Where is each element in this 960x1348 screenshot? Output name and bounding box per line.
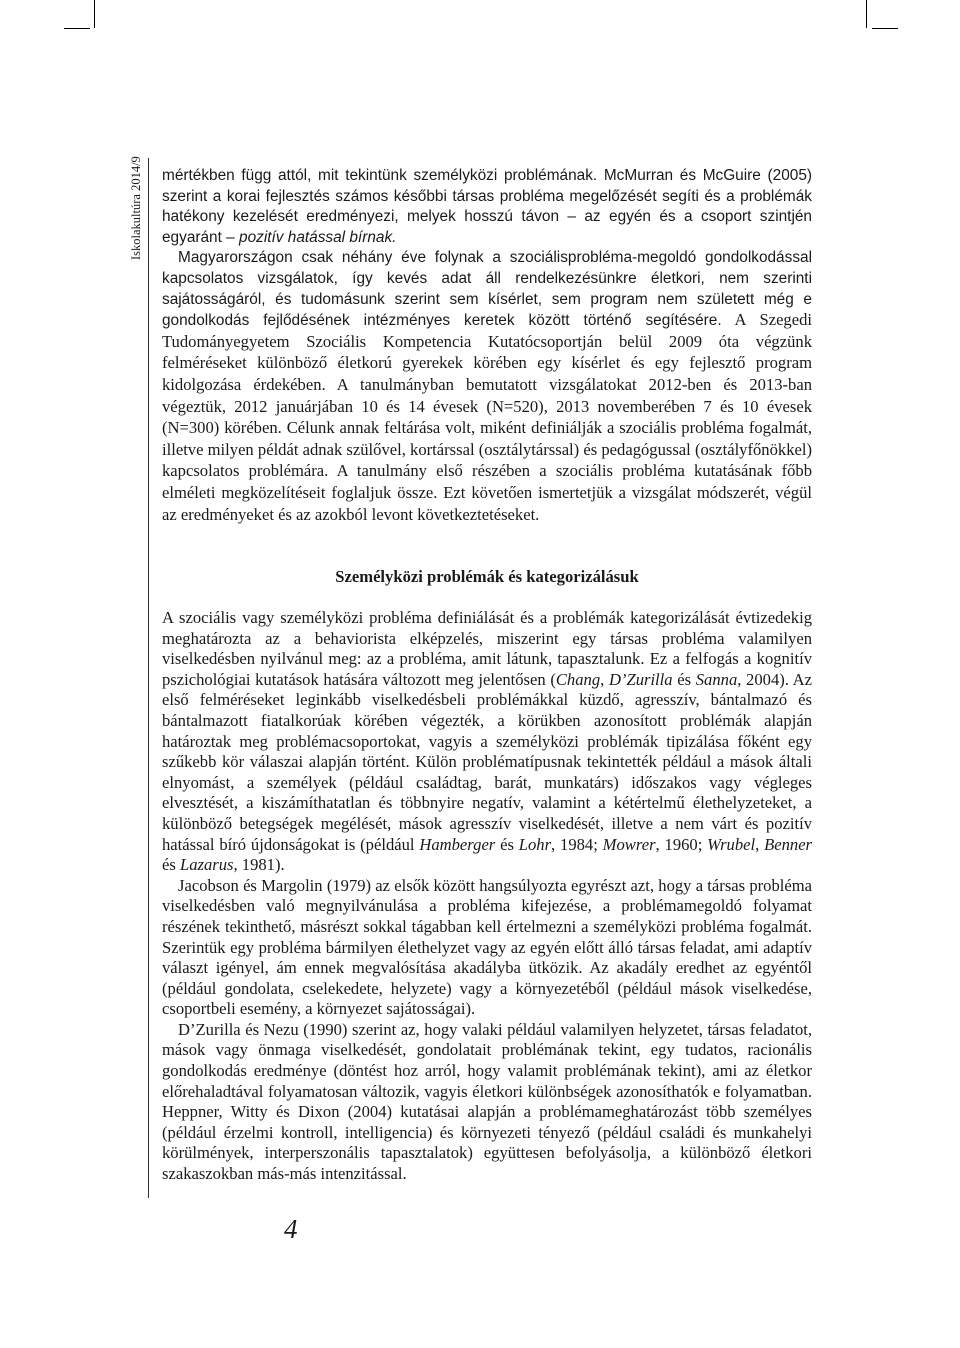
citation-author: Sanna [695, 669, 738, 689]
text-run: és [672, 669, 696, 689]
section-paragraph-1 [162, 608, 812, 876]
intro-block [162, 166, 812, 526]
page-number: 4 [284, 1214, 298, 1244]
intro-paragraph-1-text: mértékben függ attól, mit tekintünk személyközi problémának. McMurran és McGuire (2005) szerint a korai fejlesztés számos későbbi társas probléma megelőzését segíti és a problémák hatékony kezelését eredményezi, melyek hosszú távon – az egyén és a csoport szintjén egyaránt – [162, 167, 812, 246]
crop-mark-top-right-h [872, 28, 898, 29]
text-run: , 1981). [233, 855, 285, 875]
citation-author: Chang [555, 669, 601, 689]
crop-mark-top-left [94, 0, 95, 28]
intro-paragraph-2-sans: Magyarországon csak néhány éve folynak a szociálisprobléma-megoldó gondolkodással kapcsolatos vizsgálatok, így kevés adat áll rendelkezésünkre életkori, nem szerinti sajátosságáról, és tudomásunk szerint sem kísérlet, sem program nem született még e gondolkodás fejlődésének intézményes keretek között történő segítésére. [162, 249, 812, 330]
text-run: , [600, 669, 609, 689]
section-paragraph-2: Jacobson és Margolin (1979) az elsők között hangsúlyozta egyrészt azt, hogy a társas probléma viselkedésben való megnyilvánulása a probléma kifejezése, a problémamegoldó folyamat részének tekinthető, másrészt sokkal tágabban kell értelmezni a személyközi probléma fogalmát. Szerintük egy probléma bármilyen élethelyzet vagy az egyén előtt álló társas feladat, ami adaptív választ igényel, ám ennek megvalósítása akadályba ütközik. Az akadály eredhet az egyéntől (például gondolata, cselekedete, helyzete) vagy a környezetéből (például mások viselkedése, csoportbeli esemény, a környezet sajátosságai). [162, 875, 812, 1019]
intro-paragraph-1-italic: pozitív hatással bírnak. [239, 228, 397, 246]
citation-author: Hamberger [419, 834, 496, 854]
crop-mark-top-right [866, 0, 867, 28]
crop-mark-top-left-h [64, 28, 90, 29]
section-body [162, 608, 812, 1185]
text-run: és [495, 834, 519, 854]
citation-author: Lazarus [179, 855, 234, 875]
text-run: , 1984; [551, 834, 603, 854]
citation-author: Wrubel [707, 834, 756, 854]
citation-author: Benner [764, 834, 813, 854]
running-head: Iskolakultúra 2014/9 [129, 156, 143, 260]
citation-author: Mowrer [602, 834, 656, 854]
intro-paragraph-2-serif: A Szegedi Tudományegyetem Szociális Kompetencia Kutatócsoportján belül 2009 óta végzünk felméréseket különböző életkorú gyerekek körében egy kísérlet és egy fejlesztő program kidolgozása érdekében. A tanulmányban bemutatott vizsgálatokat 2012-ben és 2013-ban végeztük, 2012 januárjában 10 és 14 évesek (N=520), 2013 novemberében 7 és 10 évesek (N=300) körében. Célunk annak feltárása volt, miként definiálják a szociális probléma fogalmát, illetve milyen példát adnak szülővel, kortárssal (osztálytárssal) és pedagógussal (osztályfőnökkel) kapcsolatos problémára. A tanulmány első részében a szociális probléma kutatásának főbb elméleti megközelítéseit foglaljuk össze. Ezt követően ismertetjük a vizsgálat módszerét, végül az eredményeket és az azokból levont következtetéseket. [162, 310, 812, 524]
citation-author: D’Zurilla [608, 669, 673, 689]
citation-author: Lohr [518, 834, 552, 854]
text-run: , 1960; [655, 834, 708, 854]
text-run: A szociális vagy személyközi probléma definiálását és a problémák kategorizálását évtizedekig meghatározta az a behaviorista elképzelés, miszerint egy társas probléma valamilyen viselkedésben nyilvánul meg: az a probléma, amit látunk, tapasztalunk. Ez a felfogás a kognitív pszichológiai kutatások hatására változott meg jelentősen ( [162, 608, 812, 689]
intro-paragraph-1 [162, 166, 812, 248]
text-run: és [162, 855, 180, 875]
text-run: , [755, 834, 765, 854]
section-heading: Személyközi problémák és kategorizálásuk [335, 567, 639, 586]
margin-rule [148, 158, 149, 1198]
text-run: , 2004). Az első felméréseket leginkább viselkedésbeli problémákkal küzdő, agresszív, bántalmazó és bántalmazott fiatalkorúak körében végezték, a körükben azonosított problémák alapján határoztak meg problémacsoportokat, vagyis a személyközi problémák tipizálása főként egy szűkebb kör válaszai alapján történt. Külön problématípusnak tekintették például a mások általi elnyomást, a személyek (például családtag, barát, munkatárs) időszakos vagy végleges elvesztését, a kiszámíthatatlan és többnyire negatív, valamint a kétértelmű élethelyzeteket, a különböző betegségek megélését, mások agresszív viselkedését, illetve a nem várt és pozitív hatással bíró újdonságokat is (például [162, 669, 813, 854]
intro-paragraph-2 [162, 248, 812, 526]
section-paragraph-3: D’Zurilla és Nezu (1990) szerint az, hogy valaki például valamilyen helyzetet, társas feladatot, mások vagy önmaga viselkedését, gondolatait problémának tekint, egy tudatos, racionális gondolkodás eredménye (döntést hoz arról, hogy valamit problémának tekint), ami az életkor előrehaladtával folyamatosan változik, vagyis életkori különbségek azonosíthatók e folyamatban. Heppner, Witty és Dixon (2004) kutatásai alapján a problémameghatározást több személyes (például érzelmi kontroll, intelligencia) és környezeti tényező (például családi és munkahelyi körülmények, interperszonális tapasztalatok) együttesen befolyásolja, a különböző életkori szakaszokban más-más intenzitással. [162, 1019, 812, 1184]
